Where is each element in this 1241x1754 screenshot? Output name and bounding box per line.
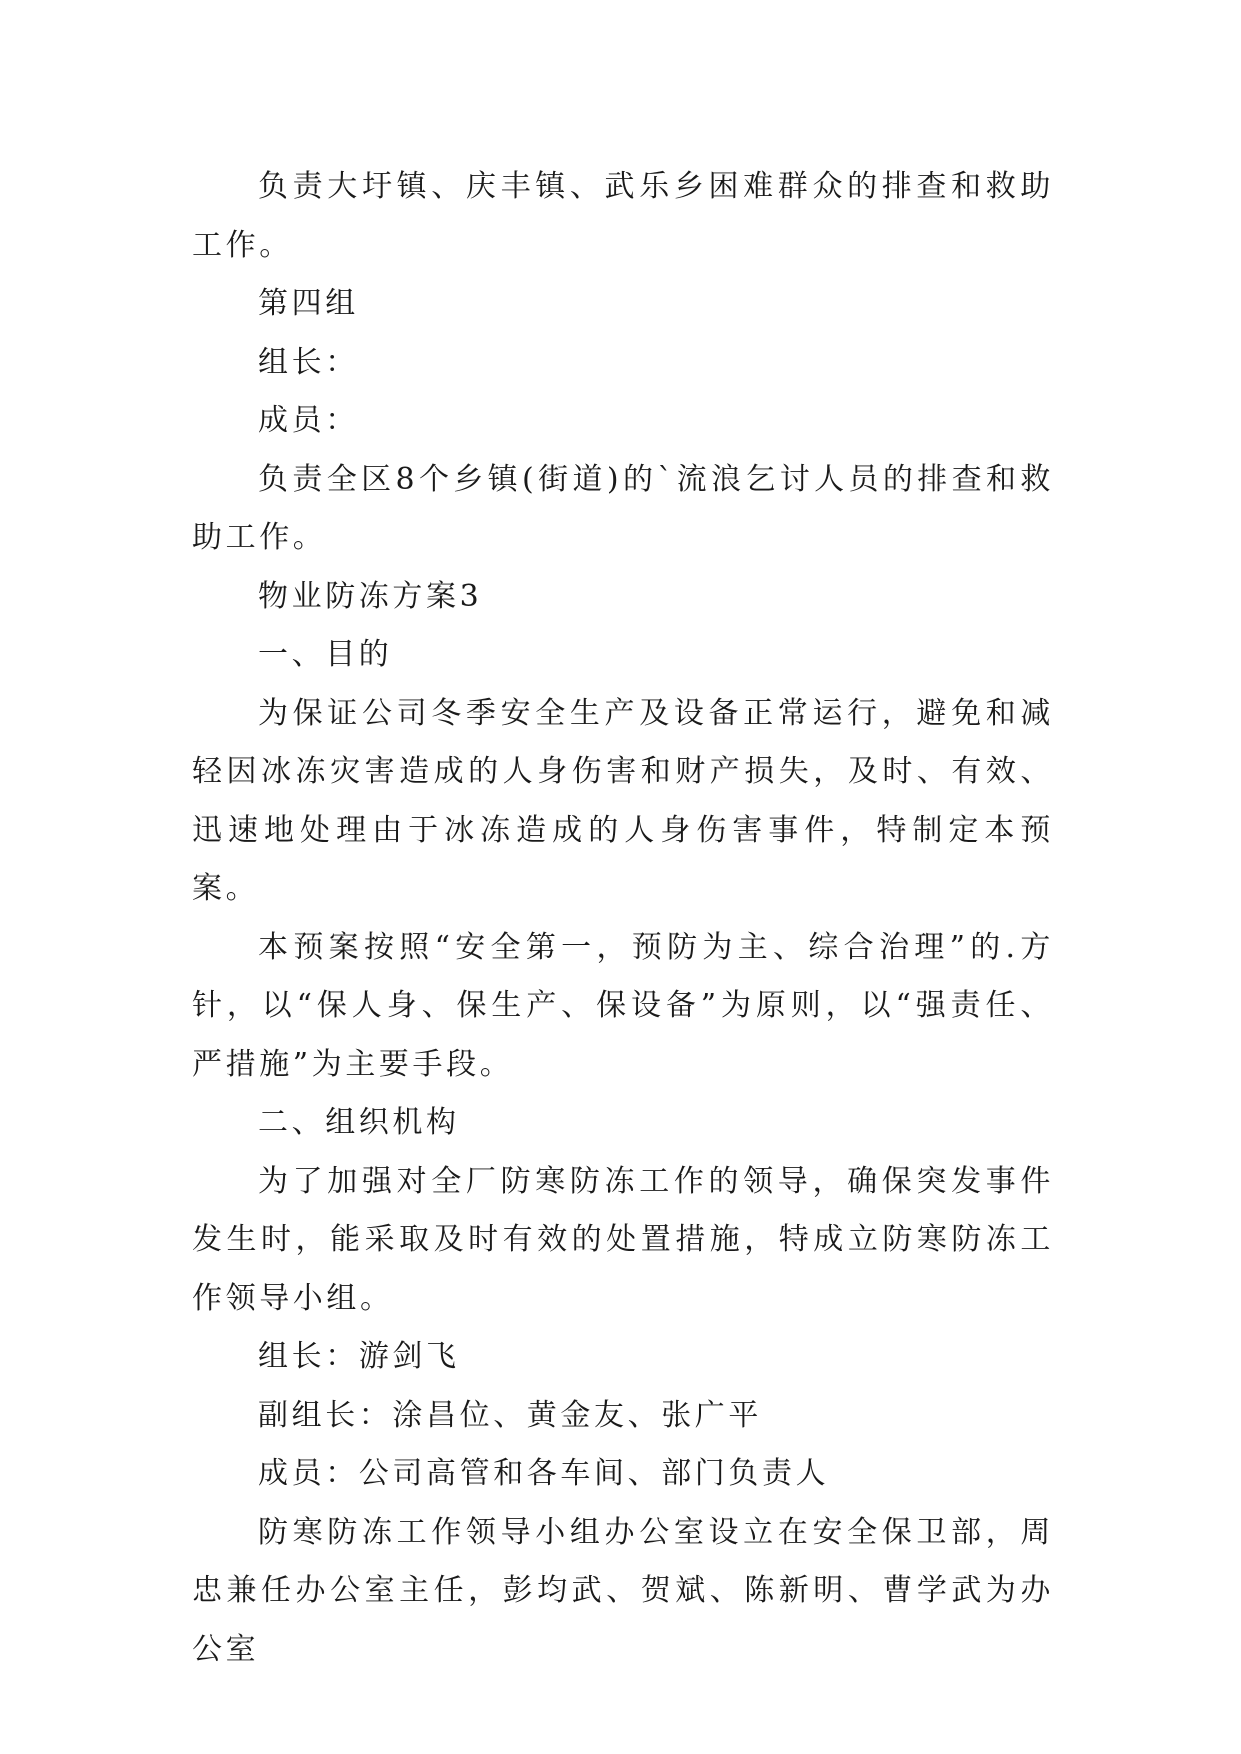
heading-purpose: 一、目的 [258, 637, 393, 672]
group4-members: 成员： [258, 403, 359, 438]
heading-organization: 二、组织机构 [258, 1105, 460, 1140]
paragraph-purpose: 为保证公司冬季安全生产及设备正常运行，避免和减轻因冰冻灾害造成的人身伤害和财产损失，及时、有效、迅速地处理由于冰冻造成的人身伤害事件，特制定本预案。 [192, 695, 1054, 906]
heading-group4: 第四组 [258, 286, 359, 321]
paragraph-relief-duty-group3: 负责大圩镇、庆丰镇、武乐乡困难群众的排查和救助工作。 [192, 169, 1054, 263]
members-line: 成员：公司高管和各车间、部门负责人 [258, 1456, 830, 1491]
section-title-plan3: 物业防冻方案3 [258, 578, 483, 614]
paragraph-principle: 本预案按照“安全第一，预防为主、综合治理”的.方针，以“保人身、保生产、保设备”为原则，以“强责任、严措施”为主要手段。 [192, 929, 1054, 1082]
leader-line: 组长：游剑飞 [258, 1339, 460, 1374]
group4-leader: 组长： [258, 344, 359, 380]
paragraph-relief-duty-group4: 负责全区8个乡镇(街道)的`流浪乞讨人员的排查和救助工作。 [192, 461, 1054, 555]
paragraph-organization: 为了加强对全厂防寒防冻工作的领导，确保突发事件发生时，能采取及时有效的处置措施，特成立防寒防冻工作领导小组。 [192, 1163, 1054, 1316]
paragraph-office: 防寒防冻工作领导小组办公室设立在安全保卫部，周忠兼任办公室主任，彭均武、贺斌、陈新明、曹学武为办公室 [192, 1514, 1054, 1667]
document-page [192, 158, 1054, 1679]
deputy-leader-line: 副组长：涂昌位、黄金友、张广平 [258, 1397, 762, 1433]
